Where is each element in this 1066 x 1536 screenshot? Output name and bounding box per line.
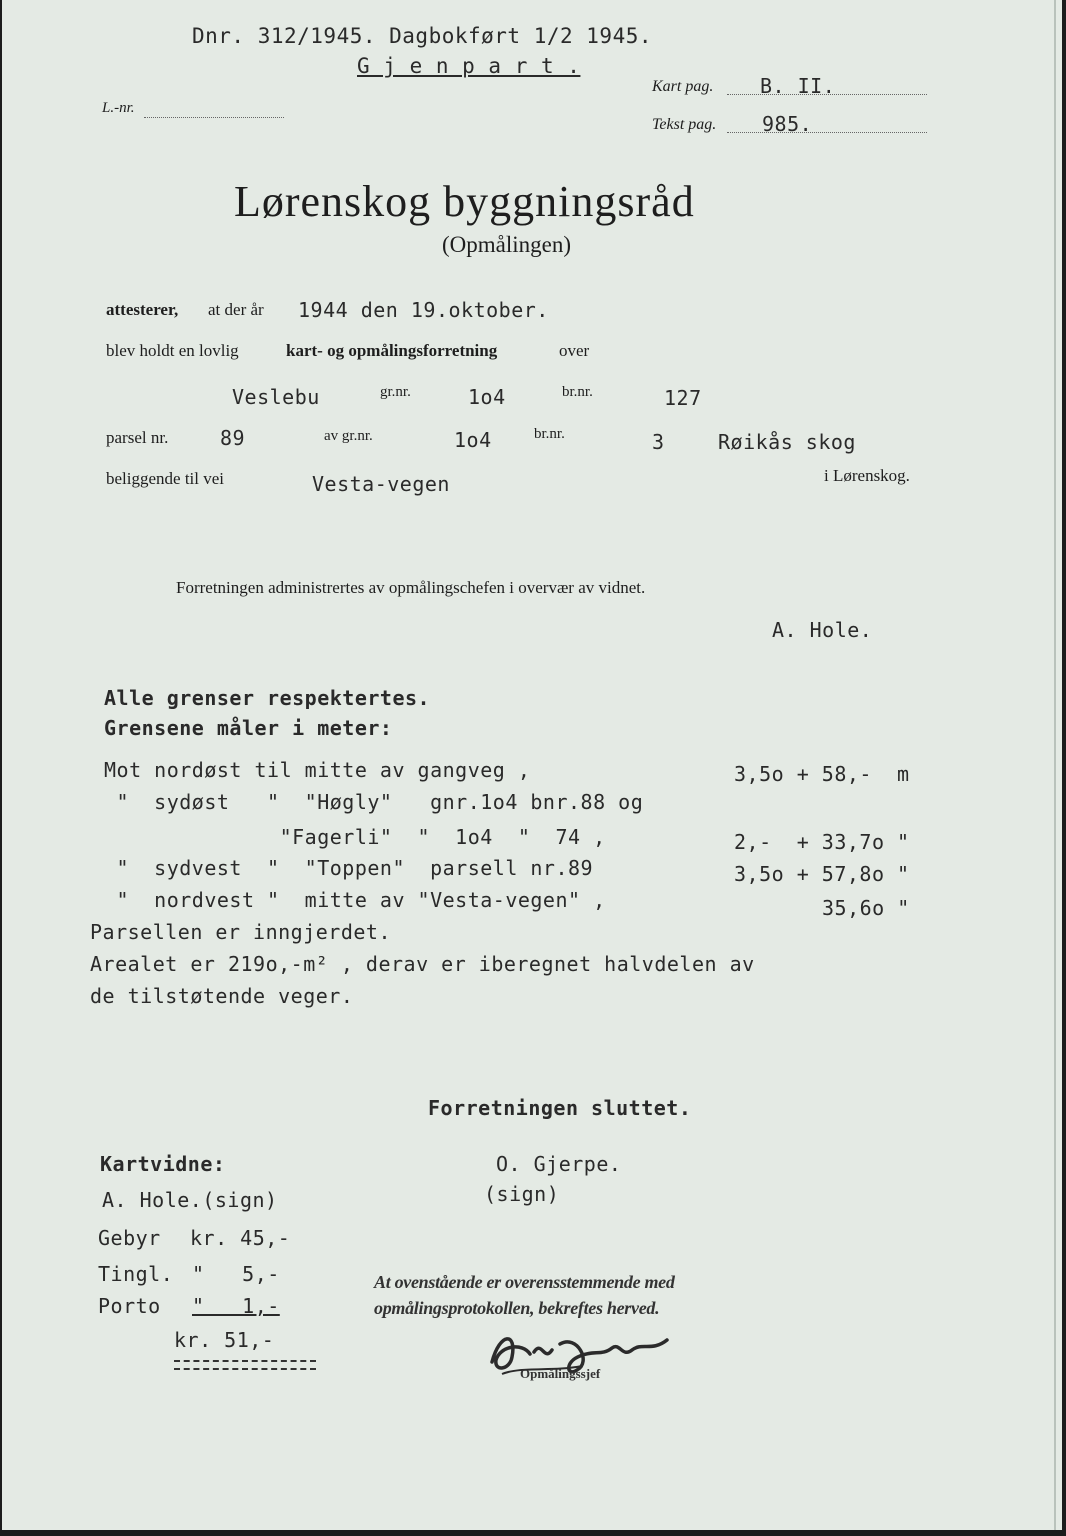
certification-stamp-line-1: At ovenstående er overensstemmende med [374,1272,675,1292]
lnr-label: L.-nr. [102,100,135,116]
page-edge [1054,0,1056,1530]
brnr2-value: 3 [652,430,665,454]
copy-label: G j e n p a r t . [357,54,581,78]
owner-property: Røikås skog [718,430,856,454]
boundary-line: " sydøst " "Høgly" gnr.1o4 bnr.88 og [104,790,644,814]
grnr-value: 1o4 [468,385,506,409]
year-label: at der år [208,300,264,319]
administered-text: Forretningen administrertes av opmålingschefen i overvær av vidnet. [176,578,646,597]
signer-sign: (sign) [484,1182,560,1206]
fee-total: kr. 51,- [174,1328,275,1352]
boundary-line: Mot nordøst til mitte av gangveg , [104,758,531,782]
road-value: Vesta-vegen [312,472,450,496]
lnr-dotted-line [144,117,284,118]
property-name: Veslebu [232,385,320,409]
document-page [2,0,1062,1530]
tekst-pag-value: 985. [762,112,813,136]
date-value: 1944 den 19.oktober. [298,298,549,322]
boundary-line: "Fagerli" " 1o4 " 74 , [104,825,606,849]
page-title: Lørenskog byggningsråd [234,177,695,226]
boundaries-respected: Alle grenser respektertes. [104,686,431,710]
brnr2-label: br.nr. [534,426,565,442]
page-subtitle: (Opmålingen) [442,232,572,257]
brnr-label: br.nr. [562,384,593,400]
boundary-line: " sydvest " "Toppen" parsell nr.89 [104,856,594,880]
area-line-2: de tilstøtende veger. [90,984,354,1008]
beliggende-label: beliggende til vei [106,469,225,488]
kart-pag-label: Kart pag. [652,78,714,95]
witness-name: A. Hole. [772,618,873,642]
av-grnr-value: 1o4 [454,428,492,452]
fee-label: Gebyr [98,1226,161,1250]
boundary-value: 2,- + 33,7o " [734,830,910,854]
fenced-note: Parsellen er inngjerdet. [90,920,391,944]
municipality: i Lørenskog. [824,466,910,485]
total-double-rule [174,1368,316,1370]
closed-note: Forretningen sluttet. [428,1096,692,1120]
measurement-intro: Grensene måler i meter: [104,716,393,740]
kart-pag-value: B. II. [760,74,836,98]
stamp-office: Opmålingssjef [520,1366,601,1381]
fee-label: Tingl. [98,1262,174,1286]
boundary-value: 3,5o + 58,- m [734,762,910,786]
certification-stamp-line-2: opmålingsprotokollen, bekreftes herved. [374,1298,660,1318]
boundary-value: 3,5o + 57,8o " [734,862,910,886]
kartvidne-name: A. Hole.(sign) [102,1188,278,1212]
fee-label: Porto [98,1294,161,1318]
tekst-pag-label: Tekst pag. [652,116,717,133]
parsel-label: parsel nr. [106,428,169,447]
journal-number: Dnr. 312/1945. Dagbokført 1/2 1945. [192,24,653,48]
held-label: blev holdt en lovlig [106,341,239,360]
boundary-line: " nordvest " mitte av "Vesta-vegen" , [104,888,606,912]
total-double-rule [174,1360,316,1362]
area-line-1: Arealet er 219o,-m² , derav er iberegnet halvdelen av [90,952,755,976]
fee-value: " 5,- [192,1262,280,1286]
brnr-value: 127 [664,386,702,410]
forretning-label: kart- og opmålingsforretning [286,341,498,360]
kartvidne-label: Kartvidne: [100,1152,226,1176]
tekst-pag-dotted-line [727,132,927,133]
boundary-value: 35,6o " [822,896,910,920]
av-grnr-label: av gr.nr. [324,428,373,444]
parsel-value: 89 [220,426,246,450]
fee-value: " 1,- [192,1294,280,1318]
over-label: over [559,341,590,360]
fee-value: kr. 45,- [190,1226,291,1250]
grnr-label: gr.nr. [380,384,411,400]
signer-name: O. Gjerpe. [496,1152,622,1176]
attesterer-label: attesterer, [106,300,179,319]
